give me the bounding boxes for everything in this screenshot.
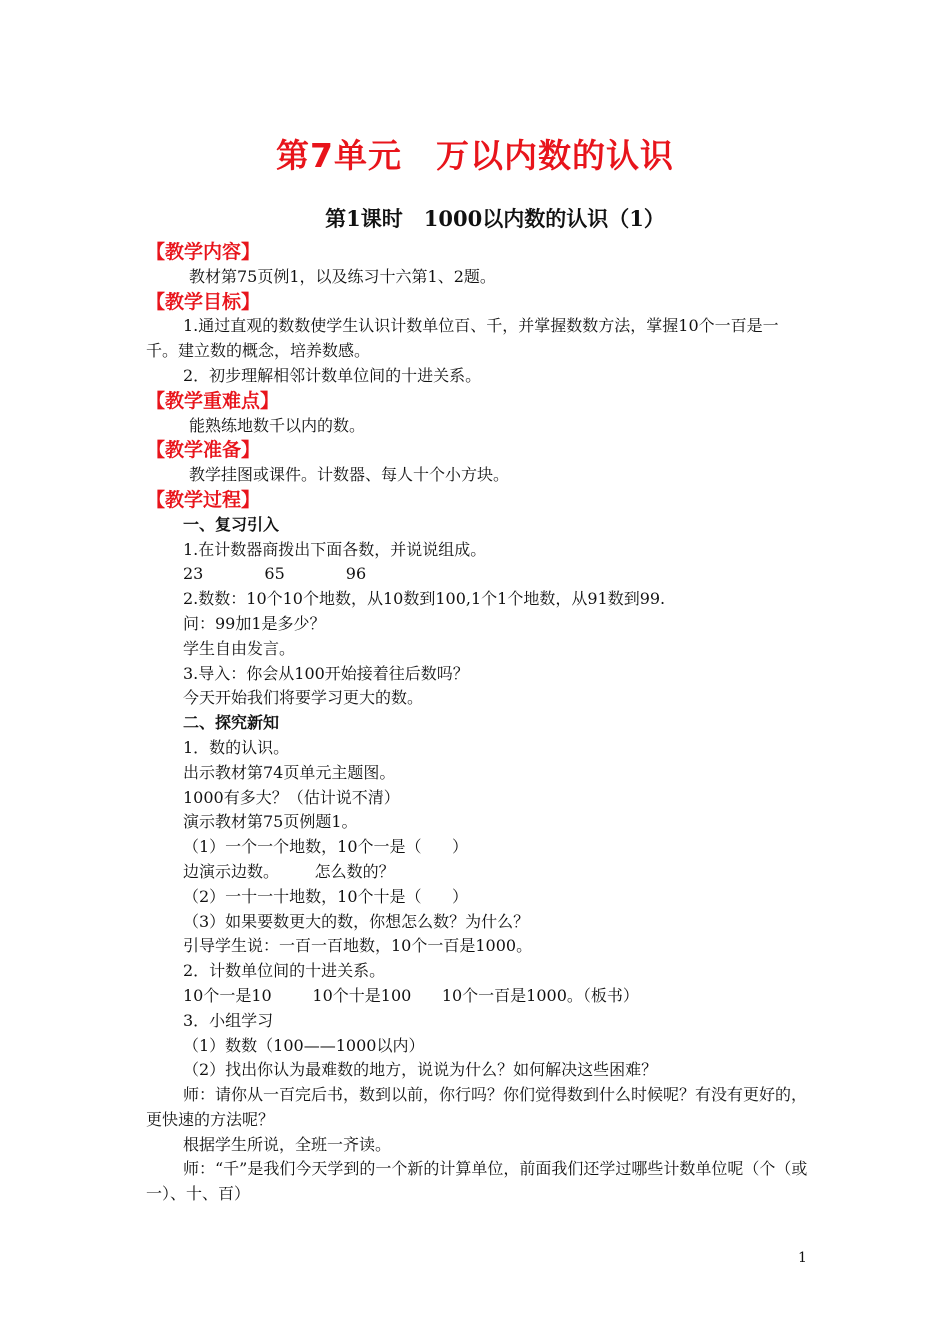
part2-title: 二、探究新知 — [183, 713, 280, 733]
goal-2: 2．初步理解相邻计数单位间的十进关系。 — [183, 365, 482, 385]
process-paragraph: 师：“千”是我们今天学到的一个新的计算单位，前面我们还学过哪些计数单位呢（个（或一）、十、百） — [146, 1159, 808, 1204]
key-points-text: 能熟练地数千以内的数。 — [189, 415, 366, 435]
process-line: 2．计数单位间的十进关系。 — [183, 961, 386, 981]
process-line: 23 65 96 — [183, 564, 367, 584]
goal-1: 1.通过直观的数数使学生认识计数单位百、千，并掌握数数方法，掌握10个一百是一千。建立数的概念，培养数感。 — [146, 316, 779, 361]
process-paragraph: 师：请你从一百完后书，数到以前，你行吗？你们觉得数到什么时候呢？有没有更好的，更快速的方法呢？ — [146, 1085, 808, 1129]
unit-title: 第7单元 万以内数的认识 — [276, 136, 674, 175]
heading-key-points: 【教学重难点】 — [146, 389, 280, 412]
heading-teaching-process: 【教学过程】 — [146, 488, 261, 511]
process-line: 2.数数：10个10个地数，从10数到100,1个1个地数，从91数到99. — [183, 589, 666, 609]
process-line: 1.在计数器商拨出下面各数，并说说组成。 — [183, 539, 487, 559]
process-line: 学生自由发言。 — [183, 638, 296, 658]
process-line: （2）找出你认为最难数的地方，说说为什么？如何解决这些困难？ — [183, 1060, 658, 1080]
process-line: （2）一十一十地数，10个十是（ ） — [183, 886, 469, 906]
process-line: 出示教材第74页单元主题图。 — [183, 762, 396, 782]
process-line: （1）数数（100——1000以内） — [183, 1035, 425, 1055]
process-line: （1）一个一个地数，10个一是（ ） — [183, 837, 469, 857]
lesson-subtitle: 第1课时 1000以内数的认识（1） — [325, 206, 665, 231]
process-line: 引导学生说：一百一百地数，10个一百是1000。 — [183, 936, 533, 956]
process-line: 边演示边数。 怎么数的？ — [183, 861, 395, 881]
process-line: 1．数的认识。 — [183, 737, 290, 757]
heading-teaching-content: 【教学内容】 — [146, 241, 261, 263]
process-line: 3．小组学习 — [183, 1010, 274, 1030]
lesson-body — [146, 240, 810, 1207]
process-line: 根据学生所说，全班一齐读。 — [183, 1134, 392, 1154]
heading-preparation: 【教学准备】 — [146, 439, 261, 462]
process-line: 今天开始我们将要学习更大的数。 — [183, 688, 424, 708]
process-line: 3.导入：你会从100开始接着往后数吗？ — [183, 663, 469, 683]
process-line: 10个一是10 10个十是100 10个一百是1000。（板书） — [183, 985, 639, 1005]
process-line: 问：99加1是多少？ — [183, 613, 326, 633]
process-line: （3）如果要数更大的数，你想怎么数？为什么？ — [183, 911, 530, 931]
process-line: 1000有多大？（估计说不清） — [183, 787, 400, 807]
process-line: 演示教材第75页例题1。 — [183, 812, 358, 832]
teaching-content-text: 教材第75页例1，以及练习十六第1、2题。 — [189, 266, 496, 286]
part1-title: 一、复习引入 — [183, 514, 280, 534]
heading-teaching-goals: 【教学目标】 — [146, 290, 261, 313]
preparation-text: 教学挂图或课件。计数器、每人十个小方块。 — [189, 465, 510, 485]
page-number: 1 — [798, 1250, 807, 1266]
